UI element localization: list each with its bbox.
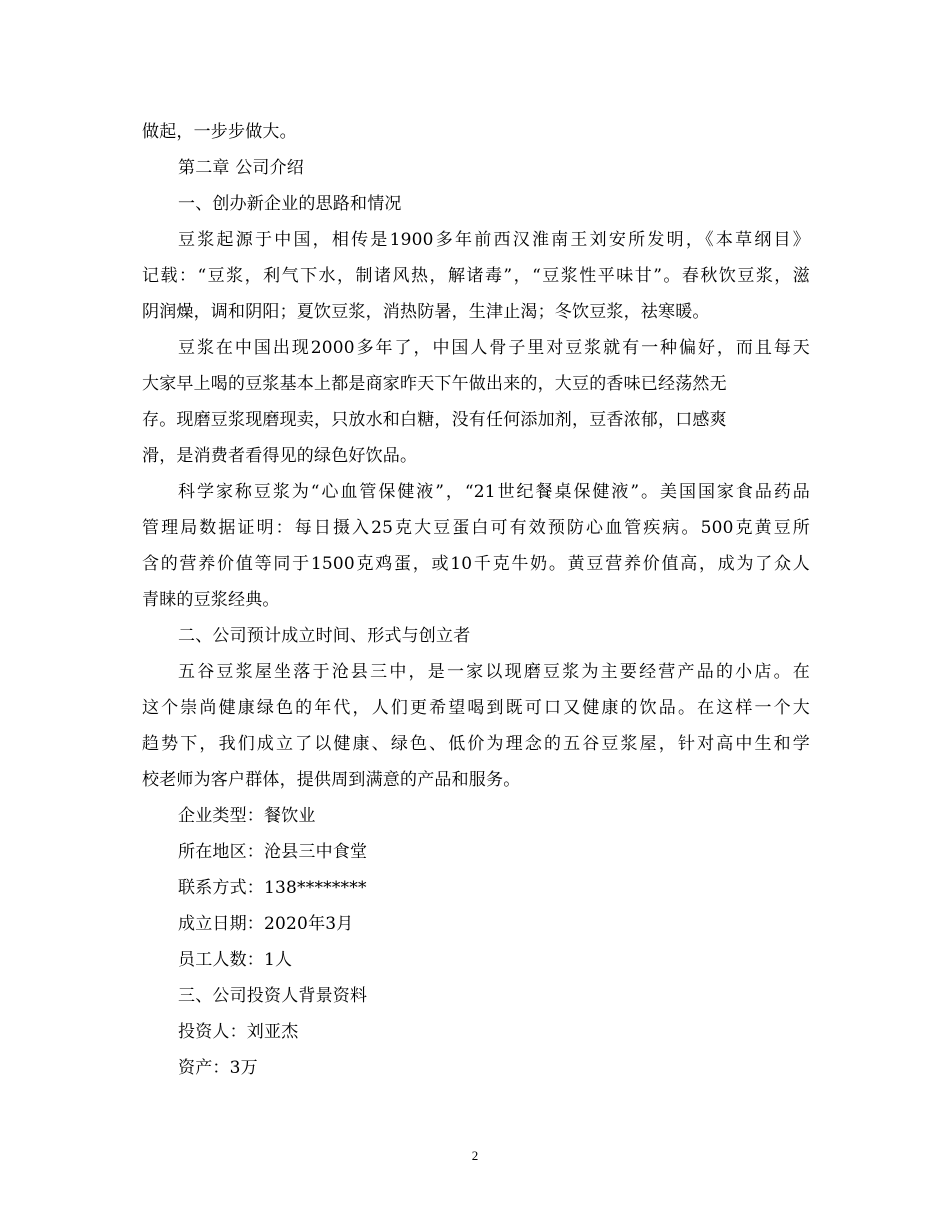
- text-line: 五谷豆浆屋坐落于沧县三中，是一家以现磨豆浆为主要经营产品的小店。在: [178, 662, 810, 682]
- text-line: 管理局数据证明：每日摄入25克大豆蛋白可有效预防心血管疾病。500克黄豆所: [142, 518, 810, 538]
- text-line: 阴润燥，调和阴阳；夏饮豆浆，消热防暑，生津止渴；冬饮豆浆，祛寒暖。: [142, 302, 710, 322]
- text-line: 记载：“豆浆，利气下水，制诸风热，解诸毒”，“豆浆性平味甘”。春秋饮豆浆，滋: [142, 266, 810, 286]
- text-line: 青睐的豆浆经典。: [142, 590, 280, 610]
- text-line: 所在地区：沧县三中食堂: [178, 842, 368, 862]
- text-line: 第二章 公司介绍: [178, 158, 305, 178]
- text-line: 校老师为客户群体，提供周到满意的产品和服务。: [142, 770, 521, 790]
- text-line: 豆浆起源于中国，相传是1900多年前西汉淮南王刘安所发明，《本草纲目》: [178, 230, 810, 250]
- text-line: 大家早上喝的豆浆基本上都是商家昨天下午做出来的，大豆的香味已经荡然无: [142, 374, 727, 394]
- text-line: 存。现磨豆浆现磨现卖，只放水和白糖，没有任何添加剂，豆香浓郁，口感爽: [142, 410, 727, 430]
- text-line: 做起，一步步做大。: [142, 122, 297, 142]
- text-line: 趋势下，我们成立了以健康、绿色、低价为理念的五谷豆浆屋，针对高中生和学: [142, 734, 810, 754]
- text-line: 三、公司投资人背景资料: [178, 986, 368, 1006]
- document-body: [142, 114, 810, 1086]
- text-line: 豆浆在中国出现2000多年了，中国人骨子里对豆浆就有一种偏好，而且每天: [178, 338, 810, 358]
- text-line: 资产：3万: [178, 1058, 258, 1078]
- text-line: 员工人数：1人: [178, 950, 293, 970]
- text-line: 一、创办新企业的思路和情况: [178, 194, 402, 214]
- text-line: 含的营养价值等同于1500克鸡蛋，或10千克牛奶。黄豆营养价值高，成为了众人: [142, 554, 810, 574]
- text-line: 投资人：刘亚杰: [178, 1022, 299, 1042]
- text-line: 二、公司预计成立时间、形式与创立者: [178, 626, 471, 646]
- page-number: 2: [471, 1148, 479, 1163]
- text-line: 成立日期：2020年3月: [178, 914, 354, 934]
- text-line: 联系方式：138********: [178, 878, 367, 898]
- text-line: 科学家称豆浆为“心血管保健液”，“21世纪餐桌保健液”。美国国家食品药品: [178, 482, 810, 502]
- text-line: 企业类型：餐饮业: [178, 806, 316, 826]
- text-line: 滑，是消费者看得见的绿色好饮品。: [142, 446, 418, 466]
- text-line: 这个崇尚健康绿色的年代，人们更希望喝到既可口又健康的饮品。在这样一个大: [142, 698, 810, 718]
